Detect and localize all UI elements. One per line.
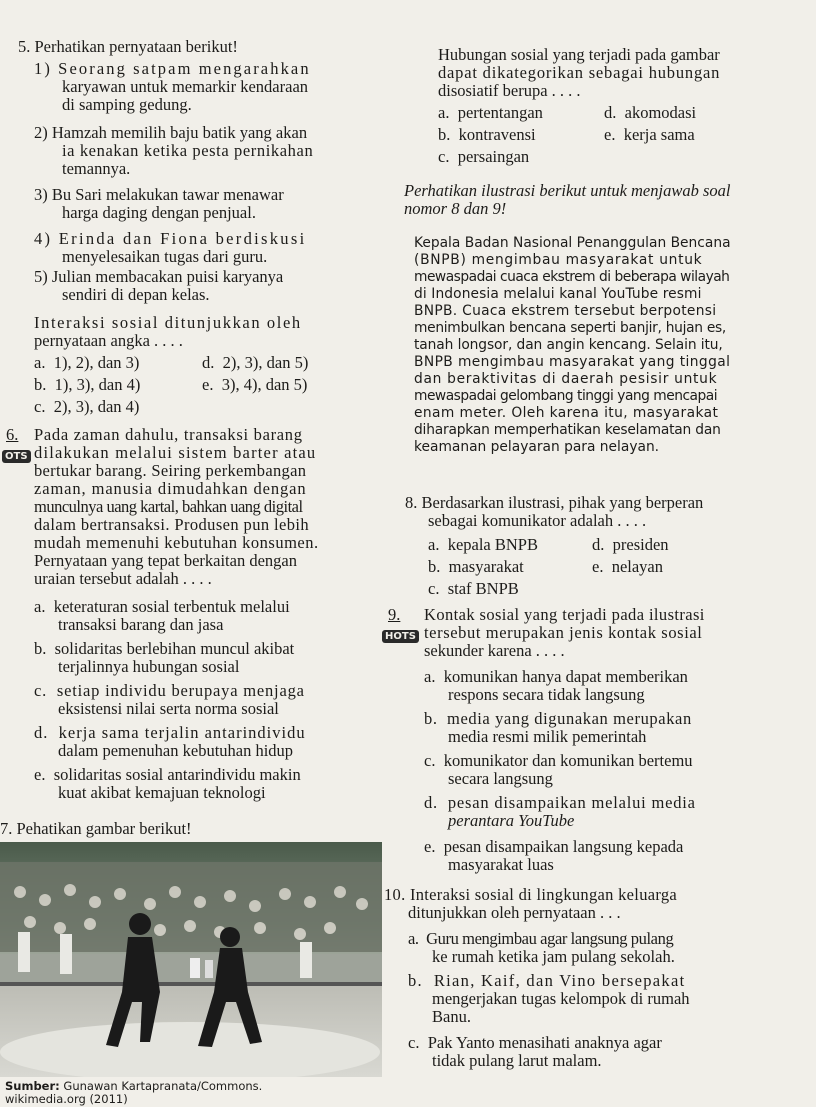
q9-option-b-letter: b. bbox=[424, 709, 438, 728]
q9-badge-text: HOTS bbox=[382, 630, 419, 643]
q5-item-5-line1: 5) Julian membacakan puisi karyanya bbox=[34, 267, 284, 286]
q8-option-c-text: staf BNPB bbox=[447, 579, 519, 598]
q7-caption-line2: wikimedia.org (2011) bbox=[5, 1092, 128, 1106]
q7-option-d-text: akomodasi bbox=[624, 103, 697, 122]
illustration-line-7: tanah longsor, dan angin kencang. Selain itu, bbox=[414, 337, 723, 353]
q9-option-c-line1: komunikator dan komunikan bertemu bbox=[443, 751, 693, 770]
q5-stem: 5. Perhatikan pernyataan berikut! bbox=[18, 37, 238, 56]
q6-option-b-line2: terjalinnya hubungan sosial bbox=[58, 657, 240, 676]
q6-stem-line7: mudah memenuhi kebutuhan konsumen. bbox=[34, 533, 319, 552]
q9-option-c[interactable] bbox=[424, 752, 693, 770]
q9-option-c-line2: secara langsung bbox=[448, 769, 553, 788]
q8-option-e[interactable]: e. nelayan bbox=[592, 557, 664, 576]
q6-stem-line8: Pernyataan yang tepat berkaitan dengan bbox=[34, 551, 297, 570]
q6-stem-line4: zaman, manusia dimudahkan dengan bbox=[34, 479, 307, 498]
q7-caption-line1 bbox=[5, 1079, 262, 1093]
q7-stem: 7. Pehatikan gambar berikut! bbox=[0, 819, 192, 838]
q6-option-c-line1: setiap individu berupaya menjaga bbox=[56, 681, 305, 700]
q6-option-b[interactable] bbox=[34, 640, 294, 658]
q5-option-b[interactable]: b. 1), 3), dan 4) bbox=[34, 375, 141, 394]
q9-stem-line2: tersebut merupakan jenis kontak sosial bbox=[424, 623, 703, 642]
q6-option-a[interactable] bbox=[34, 598, 290, 616]
q5-item-2-line3: temannya. bbox=[62, 159, 131, 178]
q5-option-a[interactable]: a. 1), 2), dan 3) bbox=[34, 353, 140, 372]
q5-item-4-line1: 4) Erinda dan Fiona berdiskusi bbox=[34, 229, 307, 248]
q6-badge-text: OTS bbox=[2, 450, 31, 463]
q6-option-a-line1: keteraturan sosial terbentuk melalui bbox=[53, 597, 290, 616]
q9-option-a-line1: komunikan hanya dapat memberikan bbox=[443, 667, 688, 686]
q5-option-d[interactable]: d. 2), 3), dan 5) bbox=[202, 353, 309, 372]
q6-number: 6. bbox=[6, 425, 19, 444]
q5-item-3-line1: 3) Bu Sari melakukan tawar menawar bbox=[34, 185, 284, 204]
q6-stem-line1: Pada zaman dahulu, transaksi barang bbox=[34, 425, 303, 444]
q6-option-d-line1: kerja sama terjalin antarindividu bbox=[58, 723, 306, 742]
q7-option-b-text: kontravensi bbox=[458, 125, 536, 144]
q9-option-a-letter: a. bbox=[424, 667, 436, 686]
q8-option-a[interactable]: a. kepala BNPB bbox=[428, 535, 538, 554]
illustration-line-11: enam meter. Oleh karena itu, masyarakat bbox=[414, 405, 719, 421]
q5-item-1-line3: di samping gedung. bbox=[62, 95, 192, 114]
illustration-intro-line2: nomor 8 dan 9! bbox=[404, 199, 507, 218]
q10-option-a-line2: ke rumah ketika jam pulang sekolah. bbox=[432, 947, 675, 966]
q10-stem-line1: 10. Interaksi sosial di lingkungan keluarga bbox=[384, 885, 678, 904]
q10-option-b-line3: Banu. bbox=[432, 1007, 471, 1026]
illustration-line-10: mewaspadai gelombang tinggi yang mencapai bbox=[414, 388, 718, 404]
q6-option-e-line2: kuat akibat kemajuan teknologi bbox=[58, 783, 266, 802]
q5-item-3-line2: harga daging dengan penjual. bbox=[62, 203, 256, 222]
q10-option-a-line1: Guru mengimbau agar langsung pulang bbox=[426, 929, 674, 948]
q7-option-a[interactable]: a. pertentangan bbox=[438, 103, 543, 122]
q7-caption-text: Gunawan Kartapranata/Commons. bbox=[63, 1079, 263, 1093]
q7-photo bbox=[0, 842, 382, 1077]
q5-question-line1: Interaksi sosial ditunjukkan oleh bbox=[34, 313, 302, 332]
q8-option-b[interactable]: b. masyarakat bbox=[428, 557, 524, 576]
q9-stem-line1: Kontak sosial yang terjadi pada ilustrasi bbox=[424, 605, 705, 624]
q9-option-e[interactable] bbox=[424, 838, 683, 856]
q5-item-4-line2: menyelesaikan tugas dari guru. bbox=[62, 247, 268, 266]
q9-hots-badge bbox=[382, 626, 419, 644]
illustration-line-13: keamanan pelayaran para nelayan. bbox=[414, 439, 660, 455]
q8-stem-line2: sebagai komunikator adalah . . . . bbox=[428, 511, 647, 530]
q9-option-c-letter: c. bbox=[424, 751, 436, 770]
q5-item-2-line2: ia kenakan ketika pesta pernikahan bbox=[62, 141, 314, 160]
q5-option-b-text: 1), 3), dan 4) bbox=[54, 375, 141, 394]
q5-option-c-text: 2), 3), dan 4) bbox=[53, 397, 140, 416]
illustration-line-6: menimbulkan bencana seperti banjir, hujan es, bbox=[414, 320, 726, 336]
q9-number: 9. bbox=[388, 605, 401, 624]
q5-item-1-line2: karyawan untuk memarkir kendaraan bbox=[62, 77, 309, 96]
q9-option-a-line2: respons secara tidak langsung bbox=[448, 685, 645, 704]
illustration-intro-line1: Perhatikan ilustrasi berikut untuk menjawab soal bbox=[404, 181, 731, 200]
q7-option-a-text: pertentangan bbox=[457, 103, 543, 122]
q6-option-b-line1: solidaritas berlebihan muncul akibat bbox=[54, 639, 295, 658]
q9-stem-line3: sekunder karena . . . . bbox=[424, 641, 565, 660]
q8-option-d-text: presiden bbox=[612, 535, 669, 554]
q8-stem-line1: 8. Berdasarkan ilustrasi, pihak yang berperan bbox=[405, 493, 704, 512]
q10-option-b-letter: b. bbox=[408, 971, 423, 990]
q6-option-c-letter: c. bbox=[34, 681, 48, 700]
q6-stem-line9: uraian tersebut adalah . . . . bbox=[34, 569, 212, 588]
q6-stem-line5: munculnya uang kartal, bahkan uang digital bbox=[34, 497, 303, 516]
q6-option-e[interactable] bbox=[34, 766, 301, 784]
q5-option-d-text: 2), 3), dan 5) bbox=[222, 353, 309, 372]
q6-option-e-line1: solidaritas sosial antarindividu makin bbox=[53, 765, 301, 784]
pencak-silat-photo bbox=[0, 842, 382, 1077]
q7-option-e-text: kerja sama bbox=[623, 125, 695, 144]
q6-option-d-letter: d. bbox=[34, 723, 49, 742]
q9-option-b-line2: media resmi milik pemerintah bbox=[448, 727, 647, 746]
q6-option-e-letter: e. bbox=[34, 765, 46, 784]
q6-ots-badge bbox=[2, 446, 31, 464]
q7-option-d[interactable]: d. akomodasi bbox=[604, 103, 697, 122]
q6-option-c[interactable] bbox=[34, 682, 305, 700]
q9-option-a[interactable] bbox=[424, 668, 688, 686]
illustration-line-8: BNPB mengimbau masyarakat yang tinggal bbox=[414, 354, 731, 370]
q5-option-e-text: 3), 4), dan 5) bbox=[221, 375, 308, 394]
q9-option-e-line1: pesan disampaikan langsung kepada bbox=[443, 837, 684, 856]
q9-option-d[interactable] bbox=[424, 794, 696, 812]
q7-option-c[interactable]: c. persaingan bbox=[438, 147, 530, 166]
illustration-line-1: Kepala Badan Nasional Penanggulan Bencana bbox=[414, 235, 731, 251]
q10-option-c-line2: tidak pulang larut malam. bbox=[432, 1051, 602, 1070]
illustration-line-3: mewaspadai cuaca ekstrem di beberapa wilayah bbox=[414, 269, 730, 285]
q10-option-b[interactable] bbox=[408, 972, 685, 990]
q9-option-e-line2: masyarakat luas bbox=[448, 855, 554, 874]
q10-option-b-line2: mengerjakan tugas kelompok di rumah bbox=[432, 989, 690, 1008]
q10-option-b-line1: Rian, Kaif, dan Vino bersepakat bbox=[433, 971, 686, 990]
q6-stem-line2: dilakukan melalui sistem barter atau bbox=[34, 443, 317, 462]
q5-option-a-text: 1), 2), dan 3) bbox=[53, 353, 140, 372]
q8-option-e-text: nelayan bbox=[611, 557, 664, 576]
q5-option-c[interactable]: c. 2), 3), dan 4) bbox=[34, 397, 140, 416]
illustration-line-2: (BNPB) mengimbau masyarakat untuk bbox=[414, 252, 703, 268]
q6-option-c-line2: eksistensi nilai serta norma sosial bbox=[58, 699, 279, 718]
q9-option-b[interactable] bbox=[424, 710, 692, 728]
illustration-line-4: di Indonesia melalui kanal YouTube resmi bbox=[414, 286, 702, 302]
q8-option-a-text: kepala BNPB bbox=[447, 535, 538, 554]
q7-option-b[interactable]: b. kontravensi bbox=[438, 125, 536, 144]
q7-option-c-text: persaingan bbox=[457, 147, 530, 166]
q10-option-c-line1: Pak Yanto menasihati anaknya agar bbox=[427, 1033, 662, 1052]
q5-option-e[interactable]: e. 3), 4), dan 5) bbox=[202, 375, 308, 394]
q5-item-5-line2: sendiri di depan kelas. bbox=[62, 285, 210, 304]
illustration-line-5: BNPB. Cuaca ekstrem tersebut berpotensi bbox=[414, 303, 717, 319]
q7-continuation-line2: dapat dikategorikan sebagai hubungan bbox=[438, 63, 721, 82]
q9-option-d-line1: pesan disampaikan melalui media bbox=[447, 793, 696, 812]
q7-option-e[interactable]: e. kerja sama bbox=[604, 125, 695, 144]
q6-option-d[interactable] bbox=[34, 724, 306, 742]
q6-option-a-letter: a. bbox=[34, 597, 46, 616]
q10-stem-line2: ditunjukkan oleh pernyataan . . . bbox=[408, 903, 621, 922]
q10-option-c-letter: c. bbox=[408, 1033, 420, 1052]
q8-option-b-text: masyarakat bbox=[448, 557, 524, 576]
q7-caption-label: Sumber: bbox=[5, 1079, 60, 1093]
q6-stem-line6: dalam bertransaksi. Produsen pun lebih bbox=[34, 515, 310, 534]
q8-option-c[interactable]: c. staf BNPB bbox=[428, 579, 519, 598]
q9-option-b-line1: media yang digunakan merupakan bbox=[447, 709, 692, 728]
q8-option-d[interactable]: d. presiden bbox=[592, 535, 669, 554]
q9-option-d-letter: d. bbox=[424, 793, 438, 812]
q9-option-d-line2: perantara YouTube bbox=[448, 811, 575, 830]
q9-option-e-letter: e. bbox=[424, 837, 436, 856]
q10-option-a-letter: a. bbox=[408, 929, 419, 948]
q7-continuation-line1: Hubungan sosial yang terjadi pada gambar bbox=[438, 45, 720, 64]
q5-item-1-line1: 1) Seorang satpam mengarahkan bbox=[34, 59, 311, 78]
q6-stem-line3: bertukar barang. Seiring perkembangan bbox=[34, 461, 307, 480]
q6-option-b-letter: b. bbox=[34, 639, 47, 658]
illustration-line-9: dan beraktivitas di daerah pesisir untuk bbox=[414, 371, 718, 387]
q6-option-d-line2: dalam pemenuhan kebutuhan hidup bbox=[58, 741, 294, 760]
q7-continuation-line3: disosiatif berupa . . . . bbox=[438, 81, 581, 100]
q6-option-a-line2: transaksi barang dan jasa bbox=[58, 615, 224, 634]
q5-item-2-line1: 2) Hamzah memilih baju batik yang akan bbox=[34, 123, 308, 142]
illustration-line-12: diharapkan memperhatikan keselamatan dan bbox=[414, 422, 721, 438]
q5-question-line2: pernyataan angka . . . . bbox=[34, 331, 183, 350]
q10-option-a[interactable] bbox=[408, 930, 673, 948]
q10-option-c[interactable] bbox=[408, 1034, 662, 1052]
